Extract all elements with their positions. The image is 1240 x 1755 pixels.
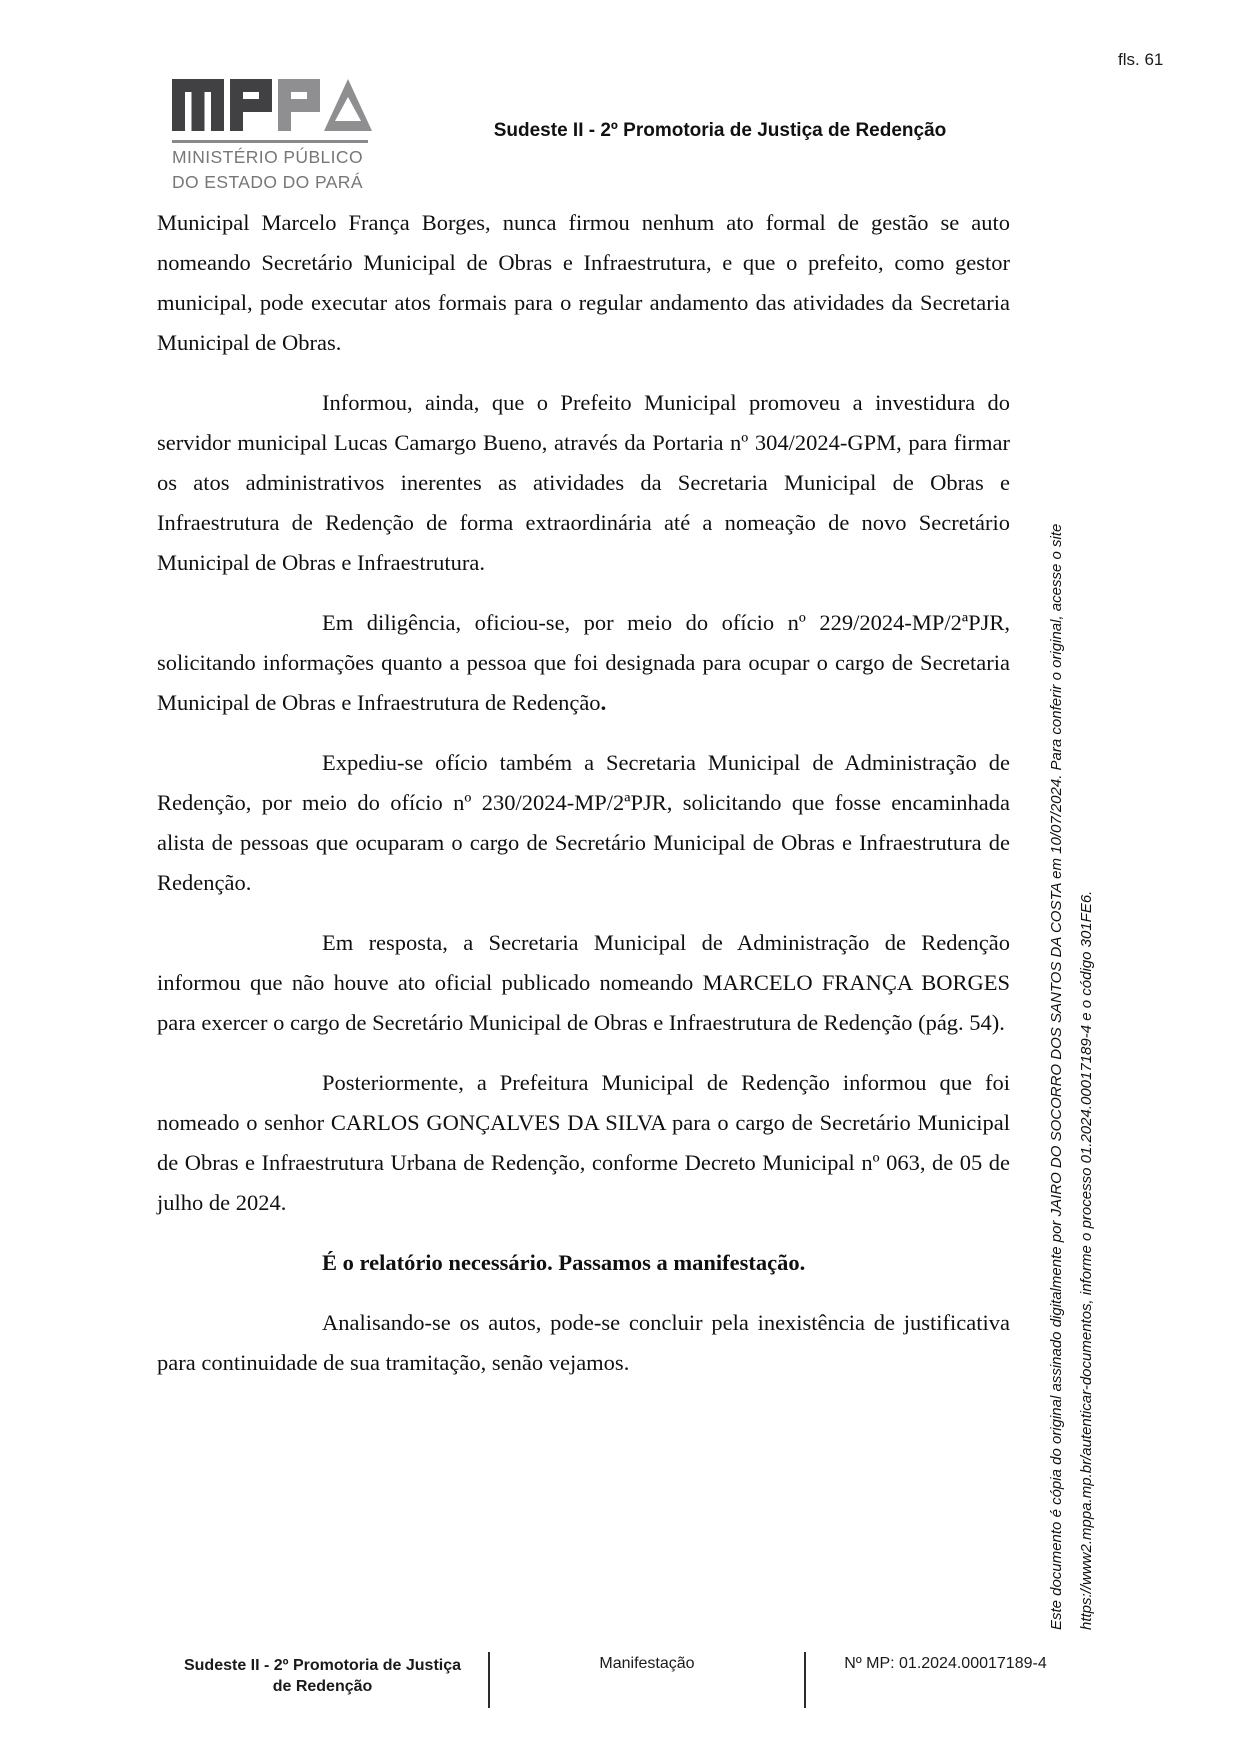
paragraph-8 xyxy=(157,1303,1010,1383)
side-note-line2: https://www2.mppa.mp.br/autenticar-documentos, informe o processo 01.2024.00017189-4 e o código 301FE6. xyxy=(1078,890,1095,1630)
page-footer xyxy=(157,1652,1085,1708)
paragraph-3 xyxy=(157,603,1010,723)
footer-promotoria xyxy=(157,1652,490,1708)
paragraph-1 xyxy=(157,203,1010,363)
footer-promotoria-line1: Sudeste II - 2º Promotoria de Justiça xyxy=(183,1657,462,1674)
paragraph-4-text: Expediu-se ofício também a Secretaria Municipal de Administração de Redenção, por meio do ofício nº 230/2024-MP/2ªPJR, solicitando que fosse encaminhada alista de pessoas que ocuparam o cargo de Secretário Municipal de Obras e Infraestrutura de Redenção. xyxy=(157,750,1010,895)
logo-letter-p1 xyxy=(230,79,272,131)
footer-promotoria-line2: de Redenção xyxy=(272,1678,373,1695)
mppa-logo-icon xyxy=(172,78,372,132)
paragraph-5-text: Em resposta, a Secretaria Municipal de Administração de Redenção informou que não houve ato oficial publicado nomeando MARCELO FRANÇA BORGES para exercer o cargo de Secretário Municipal de Obras e Infraestrutura de Redenção (pág. 54). xyxy=(157,930,1010,1035)
logo-letter-m xyxy=(172,79,224,131)
paragraph-7-report-closing xyxy=(157,1243,1010,1283)
logo-letter-a xyxy=(324,79,372,131)
logo-org-line2: DO ESTADO DO PARÁ xyxy=(172,172,363,192)
paragraph-3-text: Em diligência, oficiou-se, por meio do ofício nº 229/2024-MP/2ªPJR, solicitando informações quanto a pessoa que foi designada para ocupar o cargo de Secretaria Municipal de Obras e Infraestrutura de Redenção xyxy=(157,610,1010,715)
paragraph-3-bold-period: . xyxy=(600,690,607,715)
page-title: Sudeste II - 2º Promotoria de Justiça de Redenção xyxy=(493,120,947,141)
logo-letter-p2 xyxy=(278,79,320,131)
side-authenticity-note xyxy=(1042,390,1102,1630)
side-authenticity-note-area xyxy=(1042,390,1112,1630)
paragraph-8-text: Analisando-se os autos, pode-se concluir pela inexistência de justificativa para continuidade de sua tramitação, senão vejamos. xyxy=(157,1310,1010,1375)
paragraph-2-text: Informou, ainda, que o Prefeito Municipal promoveu a investidura do servidor municipal Lucas Camargo Bueno, através da Portaria nº 304/2024-GPM, para firmar os atos administrativos inerentes as atividades da Secretaria Municipal de Obras e Infraestrutura de Redenção de forma extraordinária até a nomeação de novo Secretário Municipal de Obras e Infraestrutura. xyxy=(157,390,1010,575)
paragraph-5 xyxy=(157,923,1010,1043)
document-body xyxy=(157,203,1010,1403)
paragraph-4 xyxy=(157,743,1010,903)
side-note-line1: Este documento é cópia do original assinado digitalmente por JAIRO DO SOCORRO DOS SANTOS DA COSTA em 10/07/2024. Para conferir o original, acesse o site xyxy=(1048,523,1065,1630)
footer-process-number: Nº MP: 01.2024.00017189-4 xyxy=(844,1655,1047,1672)
folio-number: fls. 61 xyxy=(1118,50,1164,69)
logo-divider xyxy=(172,140,368,143)
logo-org-line1: MINISTÉRIO PÚBLICO xyxy=(172,147,363,167)
paragraph-7-text: É o relatório necessário. Passamos a manifestação. xyxy=(322,1250,806,1275)
paragraph-6-text: Posteriormente, a Prefeitura Municipal de Redenção informou que foi nomeado o senhor CARLOS GONÇALVES DA SILVA para o cargo de Secretário Municipal de Obras e Infraestrutura Urbana de Redenção, conforme Decreto Municipal nº 063, de 05 de julho de 2024. xyxy=(157,1070,1010,1215)
paragraph-1-text: Municipal Marcelo França Borges, nunca firmou nenhum ato formal de gestão se auto nomeando Secretário Municipal de Obras e Infraestrutura, e que o prefeito, como gestor municipal, pode executar atos formais para o regular andamento das atividades da Secretaria Municipal de Obras. xyxy=(157,210,1010,355)
paragraph-2 xyxy=(157,383,1010,583)
paragraph-6 xyxy=(157,1063,1010,1223)
footer-doc-type: Manifestação xyxy=(490,1652,806,1708)
mppa-logo xyxy=(172,78,382,193)
